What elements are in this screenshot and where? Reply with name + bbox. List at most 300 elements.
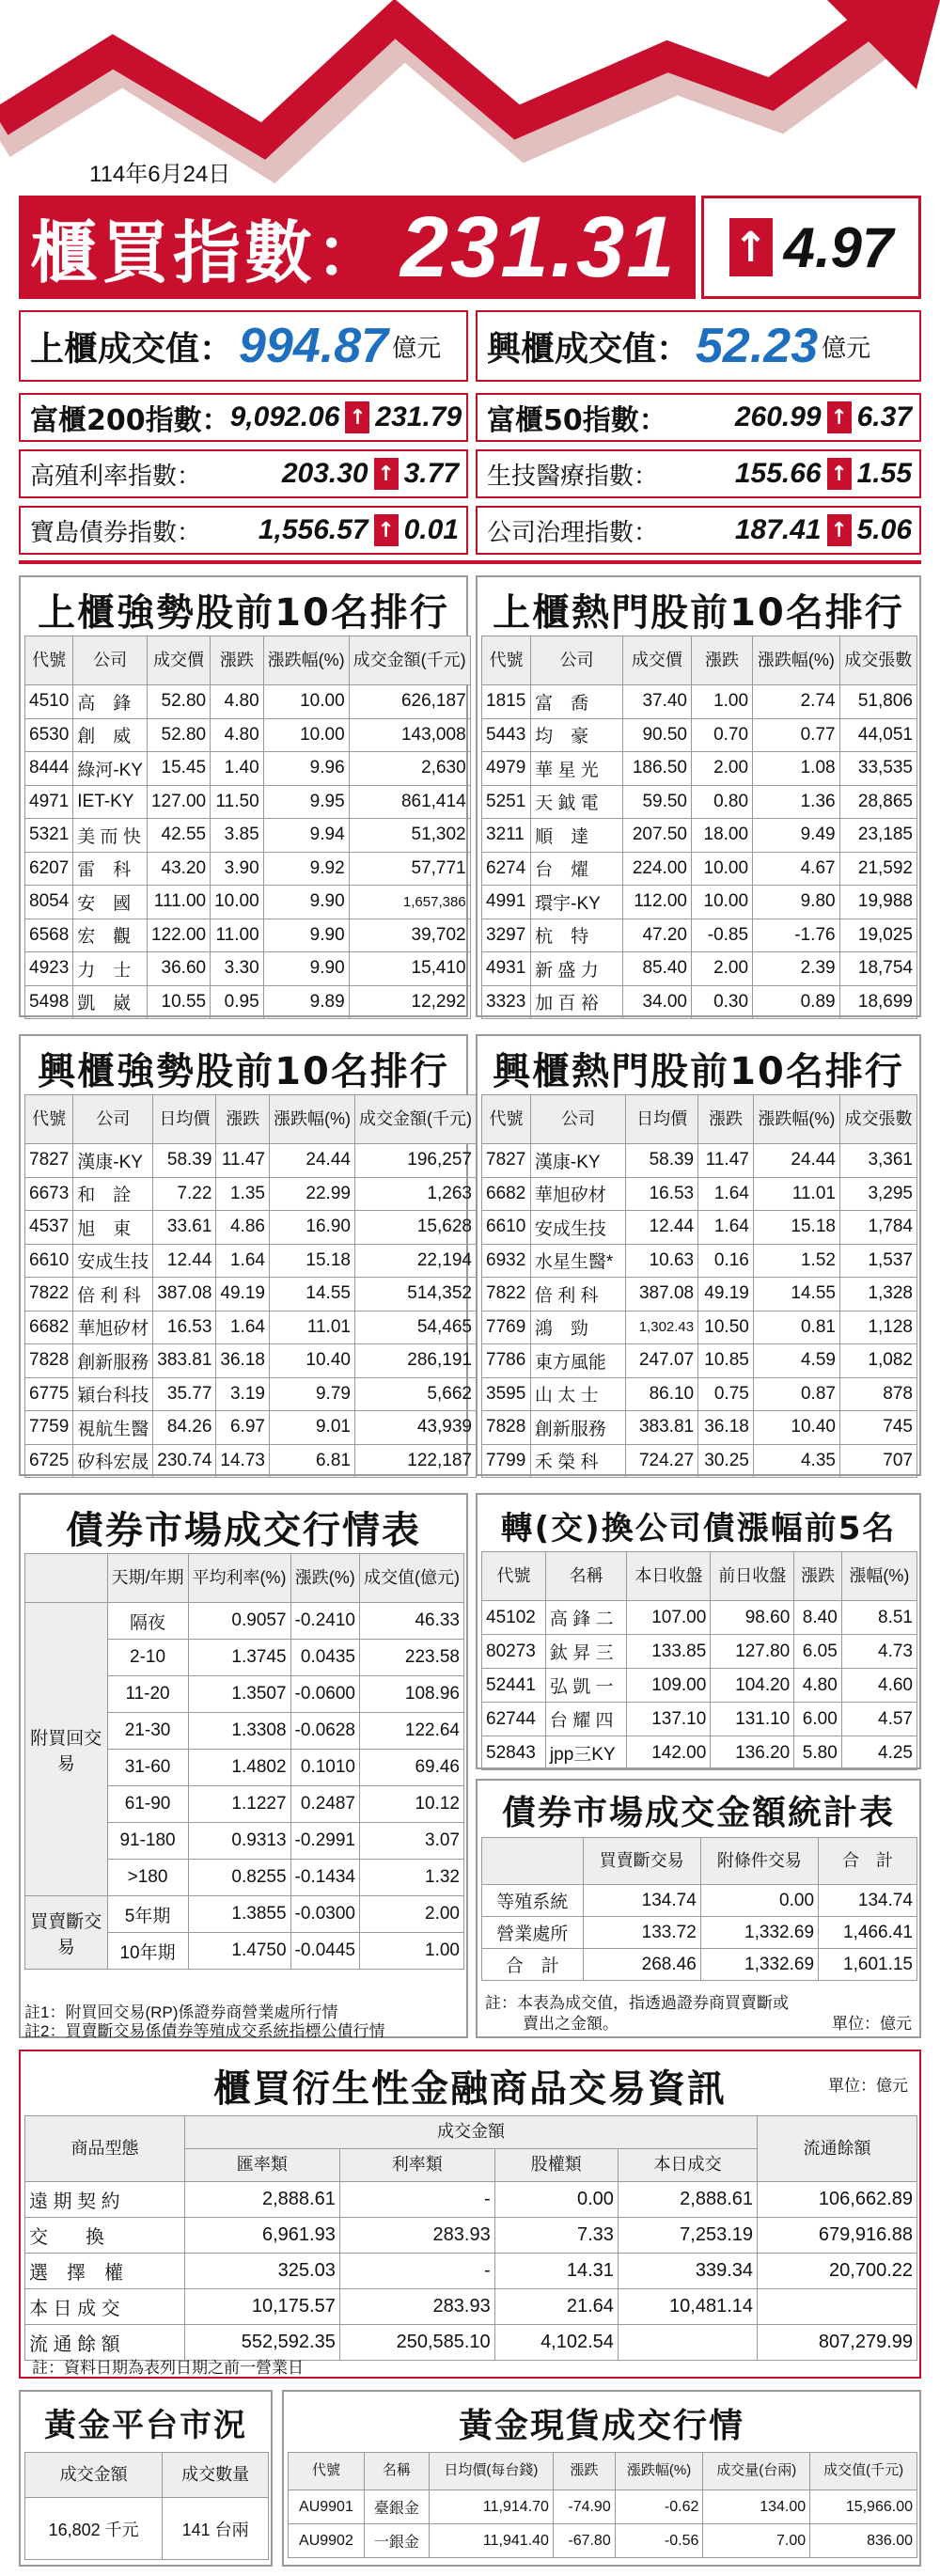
table-cell: 富 喬 (531, 685, 623, 719)
table-cell: 186.50 (622, 752, 691, 786)
table-cell: 高 鋒 二 (545, 1601, 626, 1635)
up-arrow-icon: ↑ (374, 458, 399, 490)
table-row (482, 1177, 917, 1211)
table-cell: 21.64 (494, 2289, 618, 2325)
table-cell: 58.39 (626, 1144, 698, 1178)
main-index-box (19, 196, 696, 299)
table-cell: 127.80 (711, 1635, 794, 1669)
table-cell: 16.90 (269, 1211, 354, 1245)
table-cell: 4979 (482, 752, 531, 786)
table-row (25, 1211, 477, 1245)
table-cell: 倍 利 科 (530, 1278, 625, 1312)
table-cell: 12.44 (626, 1211, 698, 1245)
table-cell: 230.74 (153, 1444, 216, 1478)
table-cell: 4923 (25, 952, 73, 986)
convertible-title: 轉(交)換公司債漲幅前5名 (500, 1510, 897, 1547)
table-cell: 1,466.41 (819, 1917, 917, 1949)
column-header: 成交值(億元) (360, 1554, 464, 1603)
column-header: 漲跌 (691, 636, 752, 685)
table-cell: 弘 凱 一 (545, 1669, 626, 1703)
table-cell: 18,699 (839, 985, 916, 1019)
table-cell: 山 太 士 (530, 1377, 625, 1411)
table-cell: 6610 (25, 1244, 73, 1278)
table-cell: 2.00 (691, 752, 752, 786)
table-row (25, 1411, 477, 1445)
table-cell: 47.20 (622, 919, 691, 952)
table-cell: 383.81 (153, 1344, 216, 1378)
column-header: 漲跌幅(%) (753, 636, 840, 685)
otc-hot-title: 上櫃熱門股前10名排行 (493, 591, 904, 635)
table-cell: 10,175.57 (185, 2289, 340, 2325)
table-cell: 4.73 (841, 1635, 916, 1669)
table-cell: 16.53 (626, 1177, 698, 1211)
table-row (482, 1885, 917, 1917)
table-cell: 283.93 (339, 2218, 494, 2254)
table-cell: 111.00 (147, 886, 210, 919)
column-header: 代號 (289, 2453, 365, 2490)
sub-index-row (476, 393, 921, 442)
table-cell: 3.19 (216, 1377, 270, 1411)
table-cell: 等殖系統 (482, 1885, 584, 1917)
table-cell: 美 而 快 (73, 819, 148, 853)
table-cell: 5498 (25, 985, 73, 1019)
table-cell: 122.64 (360, 1713, 464, 1750)
table-cell: 16,802 千元 (25, 2498, 163, 2560)
table-cell: 10.00 (691, 852, 752, 886)
table-row (25, 785, 471, 819)
table-cell: 1,332.69 (700, 1949, 818, 1981)
table-row (482, 685, 917, 719)
table-cell: 0.00 (700, 1885, 818, 1917)
table-row (25, 985, 471, 1019)
table-cell: 268.46 (583, 1949, 700, 1981)
table-cell: 14.73 (216, 1444, 270, 1478)
table-cell: 552,592.35 (185, 2325, 340, 2361)
table-cell: 1,657,386 (349, 886, 470, 919)
table-cell: -0.56 (615, 2524, 703, 2558)
table-cell: 6682 (482, 1177, 531, 1211)
table-cell: 46.33 (360, 1603, 464, 1640)
table-cell: 51,302 (349, 819, 470, 853)
table-cell: 6775 (25, 1377, 73, 1411)
table-row (25, 1311, 477, 1344)
table-row (25, 852, 471, 886)
table-cell: 15,410 (349, 952, 470, 986)
table-row (482, 952, 917, 986)
table-cell: 11.00 (211, 919, 264, 952)
table-row (482, 1278, 917, 1312)
table-cell: 69.46 (360, 1750, 464, 1786)
up-arrow-icon: ↑ (345, 401, 369, 433)
table-row (482, 1144, 917, 1178)
bond-total-note-2: 賣出之金額。 (523, 2015, 619, 2033)
table-cell: 0.2487 (290, 1786, 359, 1823)
table-cell: 133.72 (583, 1917, 700, 1949)
table-cell: 10.40 (269, 1344, 354, 1378)
table-cell: 7.33 (494, 2218, 618, 2254)
table-cell: 9.49 (753, 819, 840, 853)
table-cell: 62744 (482, 1703, 546, 1736)
table-cell: 10年期 (107, 1933, 188, 1970)
table-cell: 6.97 (216, 1411, 270, 1445)
table-cell: 283.93 (339, 2289, 494, 2325)
table-cell: 3.85 (211, 819, 264, 853)
table-cell: -0.85 (691, 919, 752, 952)
table-cell: 134.74 (583, 1885, 700, 1917)
table-cell: 和 詮 (73, 1177, 153, 1211)
bond-total-title: 債券市場成交金額統計表 (501, 1794, 895, 1832)
table-cell: 133.85 (627, 1635, 711, 1669)
table-cell: 2,888.61 (185, 2182, 340, 2218)
column-header: 代號 (25, 636, 73, 685)
table-cell (758, 2289, 917, 2325)
table-cell: 224.00 (622, 852, 691, 886)
table-cell: 交 換 (25, 2218, 185, 2254)
table-cell: - (339, 2254, 494, 2289)
sub-index-label: 寶島債券指數： (30, 518, 202, 547)
table-cell: 8.40 (794, 1601, 842, 1635)
group-label: 附買回交易 (25, 1603, 108, 1896)
table-row (482, 919, 917, 952)
sub-index-change: 231.79 (375, 401, 462, 432)
table-cell: 57,771 (349, 852, 470, 886)
table-cell: 5,662 (354, 1377, 476, 1411)
table-cell: 6.00 (794, 1703, 842, 1736)
table-cell: 0.9313 (188, 1823, 290, 1860)
section-divider (19, 560, 921, 564)
table-cell: 90.50 (622, 718, 691, 752)
table-cell: 1.32 (360, 1860, 464, 1896)
table-cell: 6.05 (794, 1635, 842, 1669)
convertible-panel (476, 1493, 921, 1769)
table-cell: -0.0600 (290, 1676, 359, 1713)
sub-index-change: 5.06 (856, 514, 912, 545)
table-row (25, 886, 471, 919)
table-cell: 21,592 (839, 852, 916, 886)
table-cell: 16.53 (153, 1311, 216, 1344)
table-cell: 合 計 (482, 1949, 584, 1981)
table-cell: 9.92 (263, 852, 349, 886)
table-cell: 10.00 (211, 886, 264, 919)
column-header: 平均利率(%) (188, 1554, 290, 1603)
table-cell: 1,784 (839, 1211, 916, 1245)
sub-index-row (19, 449, 468, 498)
table-cell: 1.4802 (188, 1750, 290, 1786)
table-cell: 10.55 (147, 985, 210, 1019)
sub-index-row (476, 506, 921, 555)
table-cell: 15.45 (147, 752, 210, 786)
sub-index-label: 生技醫療指數： (487, 462, 659, 491)
table-cell: 10.63 (626, 1244, 698, 1278)
table-cell: 51,806 (839, 685, 916, 719)
table-row (482, 886, 917, 919)
table-row (482, 852, 917, 886)
column-header: 公司 (530, 1095, 625, 1144)
main-index-change-box (701, 196, 921, 299)
table-cell: 0.30 (691, 985, 752, 1019)
table-cell: 穎台科技 (73, 1377, 153, 1411)
table-cell: 1,263 (354, 1177, 476, 1211)
bond-market-panel (19, 1493, 468, 2038)
table-cell: 1,601.15 (819, 1949, 917, 1981)
table-cell: 4.60 (841, 1669, 916, 1703)
table-row (25, 752, 471, 786)
table-cell: 0.00 (494, 2182, 618, 2218)
table-cell: 18.00 (691, 819, 752, 853)
table-cell: 矽科宏晟 (73, 1444, 153, 1478)
table-cell: 5443 (482, 718, 531, 752)
table-cell: 52441 (482, 1669, 546, 1703)
table-cell: 745 (839, 1411, 916, 1445)
table-cell: 10,481.14 (618, 2289, 757, 2325)
table-row (289, 2524, 917, 2558)
column-header: 匯率類 (185, 2149, 340, 2182)
emg-hot-table (481, 1094, 917, 1478)
table-cell: 均 豪 (531, 718, 623, 752)
table-cell: 4971 (25, 785, 73, 819)
table-cell: 11.01 (269, 1311, 354, 1344)
table-cell: 91-180 (107, 1823, 188, 1860)
table-cell: 2.39 (753, 952, 840, 986)
table-row (482, 1917, 917, 1949)
table-cell: 6530 (25, 718, 73, 752)
main-index-change: 4.97 (783, 215, 894, 279)
table-cell: 0.89 (753, 985, 840, 1019)
column-header: 漲跌 (794, 1552, 842, 1601)
table-cell: AU9902 (289, 2524, 365, 2558)
table-cell: 14.55 (269, 1278, 354, 1312)
table-cell: 4931 (482, 952, 531, 986)
table-cell: 0.81 (753, 1311, 839, 1344)
table-cell: 107.00 (627, 1601, 711, 1635)
table-cell: 9.94 (263, 819, 349, 853)
table-cell: 華 星 光 (531, 752, 623, 786)
table-cell: 7759 (25, 1411, 73, 1445)
table-cell: 9.90 (263, 919, 349, 952)
table-cell: 28,865 (839, 785, 916, 819)
column-header: 商品型態 (25, 2116, 185, 2182)
table-cell: 隔夜 (107, 1603, 188, 1640)
table-cell: 33,535 (839, 752, 916, 786)
table-cell: 0.77 (753, 718, 840, 752)
table-cell: 1.36 (753, 785, 840, 819)
table-cell: 創新服務 (530, 1411, 625, 1445)
sub-index-label: 富櫃50指數： (487, 404, 667, 437)
table-row (25, 2182, 917, 2218)
table-cell: -0.2991 (290, 1823, 359, 1860)
derivatives-title: 櫃買衍生性金融商品交易資訊 (213, 2067, 727, 2111)
table-cell: 0.95 (211, 985, 264, 1019)
table-cell: 10.00 (263, 718, 349, 752)
table-cell: 1.64 (698, 1211, 754, 1245)
table-cell: 878 (839, 1377, 916, 1411)
table-cell: 4.25 (841, 1736, 916, 1770)
table-cell: - (339, 2182, 494, 2218)
table-cell: 0.75 (698, 1377, 754, 1411)
date-label: 114年6月24日 (89, 162, 231, 187)
table-cell: 9.89 (263, 985, 349, 1019)
table-cell: 1.64 (216, 1311, 270, 1344)
table-cell: 3.30 (211, 952, 264, 986)
table-cell: 106,662.89 (758, 2182, 917, 2218)
column-header: 漲跌幅(%) (269, 1095, 354, 1144)
table-row (482, 752, 917, 786)
table-cell: 3323 (482, 985, 531, 1019)
gold-spot-panel (282, 2390, 921, 2567)
emg-strong-table (24, 1094, 477, 1478)
emg-volume-label: 興櫃成交值： (487, 329, 691, 369)
table-cell: 杭 特 (531, 919, 623, 952)
table-cell: 9.96 (263, 752, 349, 786)
table-cell: 1.3855 (188, 1896, 290, 1933)
table-cell: -74.90 (553, 2490, 615, 2524)
table-cell: 綠河-KY (73, 752, 148, 786)
table-cell: 1.00 (691, 685, 752, 719)
table-cell: 31-60 (107, 1750, 188, 1786)
table-cell: 0.87 (753, 1377, 839, 1411)
table-row (25, 1896, 464, 1933)
table-cell: 137.10 (627, 1703, 711, 1736)
table-cell: 15.18 (753, 1211, 839, 1245)
group-label: 買賣斷交易 (25, 1896, 108, 1970)
table-cell: 36.18 (216, 1344, 270, 1378)
table-cell: 707 (839, 1444, 916, 1478)
table-cell: 4.80 (211, 685, 264, 719)
table-cell: 10.40 (753, 1411, 839, 1445)
column-header: 買賣斷交易 (583, 1838, 700, 1885)
table-cell: 20,700.22 (758, 2254, 917, 2289)
derivatives-unit: 單位：億元 (828, 2077, 908, 2095)
table-cell: 7822 (25, 1278, 73, 1312)
table-cell: 49.19 (216, 1278, 270, 1312)
derivatives-note: 註：資料日期為表列日期之前一營業日 (32, 2359, 304, 2377)
table-cell: 6207 (25, 852, 73, 886)
table-cell: 33.61 (153, 1211, 216, 1245)
table-cell: 1.40 (211, 752, 264, 786)
table-row (25, 1377, 477, 1411)
table-row (482, 1601, 917, 1635)
column-header: 漲跌幅(%) (615, 2453, 703, 2490)
table-cell: 22.99 (269, 1177, 354, 1211)
column-header: 股權類 (494, 2149, 618, 2182)
table-cell: 11.50 (211, 785, 264, 819)
gold-platform-panel (19, 2390, 273, 2567)
sub-index-change: 6.37 (856, 401, 912, 432)
table-cell: 安 國 (73, 886, 148, 919)
table-cell: 天 鉞 電 (531, 785, 623, 819)
column-header: 成交金額(千元) (354, 1095, 476, 1144)
table-cell: 626,187 (349, 685, 470, 719)
table-row (25, 1603, 464, 1640)
table-cell: -0.0445 (290, 1933, 359, 1970)
table-cell: 華旭矽材 (530, 1177, 625, 1211)
column-header (482, 1838, 584, 1885)
table-cell: 861,414 (349, 785, 470, 819)
table-cell: 8.51 (841, 1601, 916, 1635)
table-cell: -0.62 (615, 2490, 703, 2524)
table-cell: 11-20 (107, 1676, 188, 1713)
column-header: 附條件交易 (700, 1838, 818, 1885)
table-cell: 4537 (25, 1211, 73, 1245)
table-cell: 5321 (25, 819, 73, 853)
table-cell: 4.80 (794, 1669, 842, 1703)
table-cell: 44,051 (839, 718, 916, 752)
table-cell: 43,939 (354, 1411, 476, 1445)
table-cell: -0.0628 (290, 1713, 359, 1750)
table-cell: 1,332.69 (700, 1917, 818, 1949)
table-cell: 122.00 (147, 919, 210, 952)
table-cell: 86.10 (626, 1377, 698, 1411)
table-cell: 視航生醫 (73, 1411, 153, 1445)
bond-total-panel (476, 1779, 921, 2038)
table-cell: 52843 (482, 1736, 546, 1770)
table-row (25, 1444, 477, 1478)
up-arrow-icon: ↑ (827, 401, 852, 433)
table-cell: 臺銀金 (364, 2490, 429, 2524)
emg-volume-unit: 億元 (822, 334, 871, 363)
main-index-value: 231.31 (400, 198, 677, 295)
table-cell: 5年期 (107, 1896, 188, 1933)
table-cell: 力 士 (73, 952, 148, 986)
table-cell: 3.90 (211, 852, 264, 886)
table-cell: 15,628 (354, 1211, 476, 1245)
table-cell: 11.01 (753, 1177, 839, 1211)
table-cell: 7827 (482, 1144, 531, 1178)
derivatives-table (24, 2115, 917, 2361)
sub-index-row (19, 393, 468, 442)
column-header: 成交張數 (839, 1095, 916, 1144)
table-cell: 3,295 (839, 1177, 916, 1211)
sub-index-row (19, 506, 468, 555)
table-cell: 環宇-KY (531, 886, 623, 919)
bond-market-table (24, 1553, 464, 1970)
table-cell: 流 通 餘 額 (25, 2325, 185, 2361)
table-cell: 4.80 (211, 718, 264, 752)
up-arrow-icon: ↑ (827, 458, 852, 490)
table-cell: 2,630 (349, 752, 470, 786)
table-cell: 0.9057 (188, 1603, 290, 1640)
bond-total-table (481, 1837, 917, 1981)
table-cell: 109.00 (627, 1669, 711, 1703)
column-header: 名稱 (364, 2453, 429, 2490)
table-cell: 台 耀 四 (545, 1703, 626, 1736)
table-row (482, 1703, 917, 1736)
table-cell: 223.58 (360, 1640, 464, 1676)
table-cell (618, 2325, 757, 2361)
table-cell: 6274 (482, 852, 531, 886)
table-cell: -0.1434 (290, 1860, 359, 1896)
table-cell: 142.00 (627, 1736, 711, 1770)
table-cell: 順 達 (531, 819, 623, 853)
table-row (25, 1344, 477, 1378)
table-cell: 漢康-KY (73, 1144, 153, 1178)
table-cell: 1,328 (839, 1278, 916, 1312)
table-cell: 4991 (482, 886, 531, 919)
table-cell: 5.80 (794, 1736, 842, 1770)
table-cell: 85.40 (622, 952, 691, 986)
table-row (25, 2289, 917, 2325)
table-cell: 127.00 (147, 785, 210, 819)
sub-index-value: 9,092.06 (229, 401, 340, 432)
table-cell: 1815 (482, 685, 531, 719)
table-cell: 61-90 (107, 1786, 188, 1823)
table-cell: 14.31 (494, 2254, 618, 2289)
table-cell: 6,961.93 (185, 2218, 340, 2254)
table-cell: 24.44 (269, 1144, 354, 1178)
table-cell: 59.50 (622, 785, 691, 819)
table-cell: jpp三KY (545, 1736, 626, 1770)
table-cell: 1.64 (698, 1177, 754, 1211)
